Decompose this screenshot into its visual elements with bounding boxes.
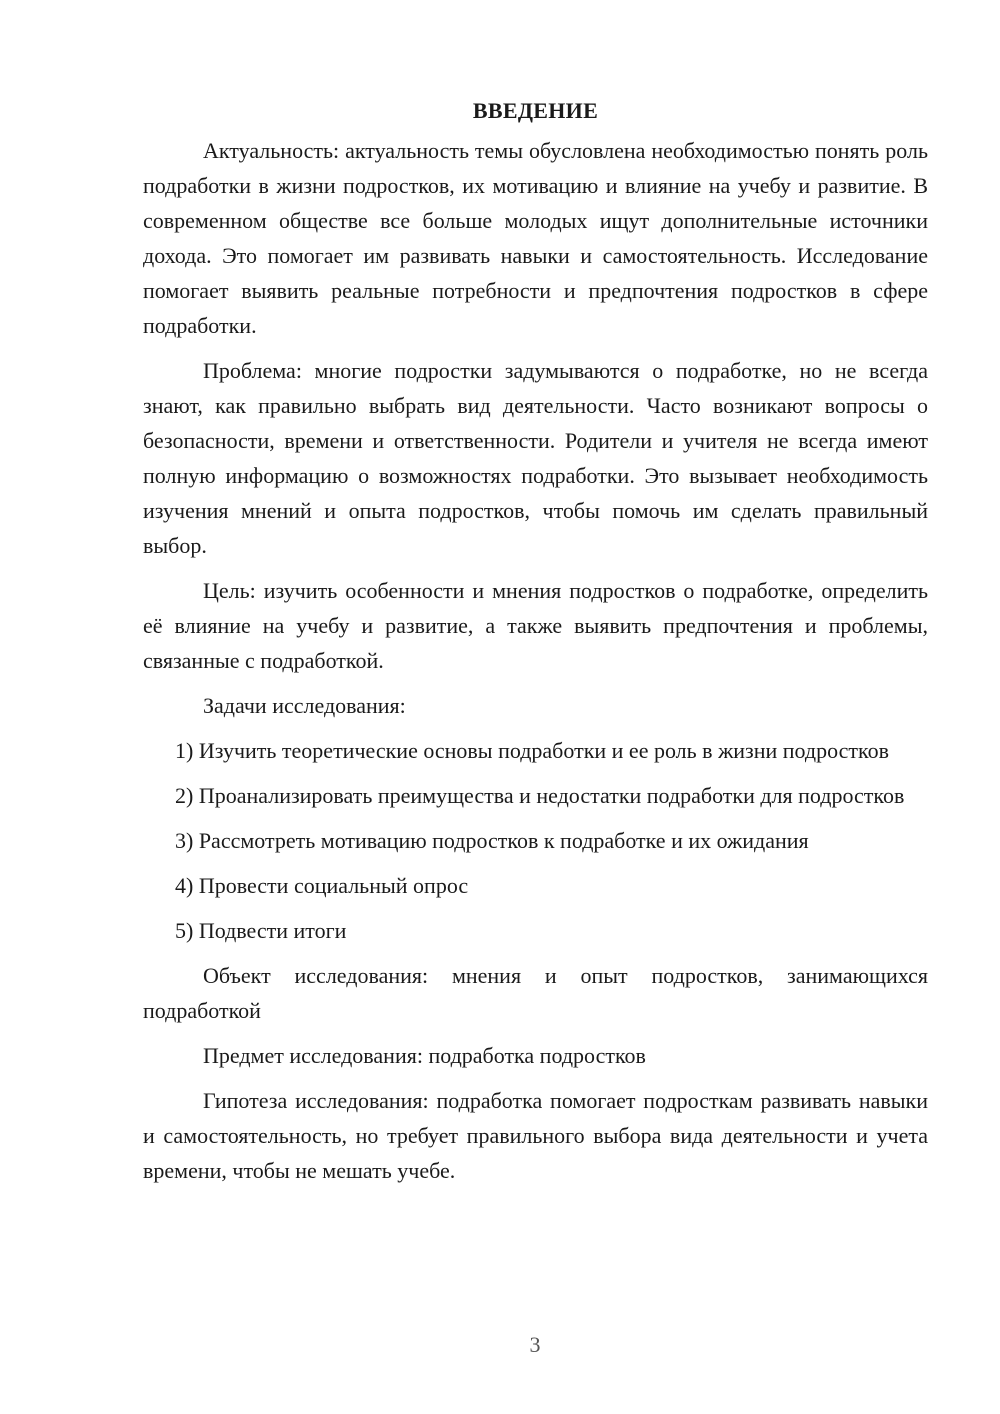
task-item-1: 1) Изучить теоретические основы подработки и ее роль в жизни подростков [175, 738, 890, 763]
task-item-3: 3) Рассмотреть мотивацию подростков к подработке и их ожидания [175, 828, 809, 853]
tasks-title: Задачи исследования: [203, 693, 406, 718]
task-item-5: 5) Подвести итоги [175, 918, 347, 943]
page-number: 3 [529, 1332, 541, 1357]
object-paragraph: Объект исследования: мнения и опыт подростков, занимающихся подработкой [143, 963, 928, 1023]
subject-paragraph: Предмет исследования: подработка подростков [203, 1043, 646, 1068]
relevance-paragraph: Актуальность: актуальность темы обусловлена необходимостью понять роль подработки в жизни подростков, их мотивацию и влияние на учебу и развитие. В современном обществе все больше молодых ищут дополнительные источники дохода. Это помогает им развивать навыки и самостоятельность. Исследование помогает выявить реальные потребности и предпочтения подростков в сфере подработки. [143, 138, 928, 338]
problem-paragraph: Проблема: многие подростки задумываются о подработке, но не всегда знают, как правильно выбрать вид деятельности. Часто возникают вопросы о безопасности, времени и ответственности. Родители и учителя не всегда имеют полную информацию о возможностях подработки. Это вызывает необходимость изучения мнений и опыта подростков, чтобы помочь им сделать правильный выбор. [143, 358, 928, 558]
task-item-2: 2) Проанализировать преимущества и недостатки подработки для подростков [175, 783, 905, 808]
document-page [143, 93, 928, 1198]
task-item-4: 4) Провести социальный опрос [175, 873, 469, 898]
page-title: ВВЕДЕНИЕ [472, 98, 599, 123]
hypothesis-paragraph: Гипотеза исследования: подработка помогает подросткам развивать навыки и самостоятельность, но требует правильного выбора вида деятельности и учета времени, чтобы не мешать учебе. [143, 1088, 928, 1183]
goal-paragraph: Цель: изучить особенности и мнения подростков о подработке, определить её влияние на учебу и развитие, а также выявить предпочтения и проблемы, связанные с подработкой. [143, 578, 928, 673]
